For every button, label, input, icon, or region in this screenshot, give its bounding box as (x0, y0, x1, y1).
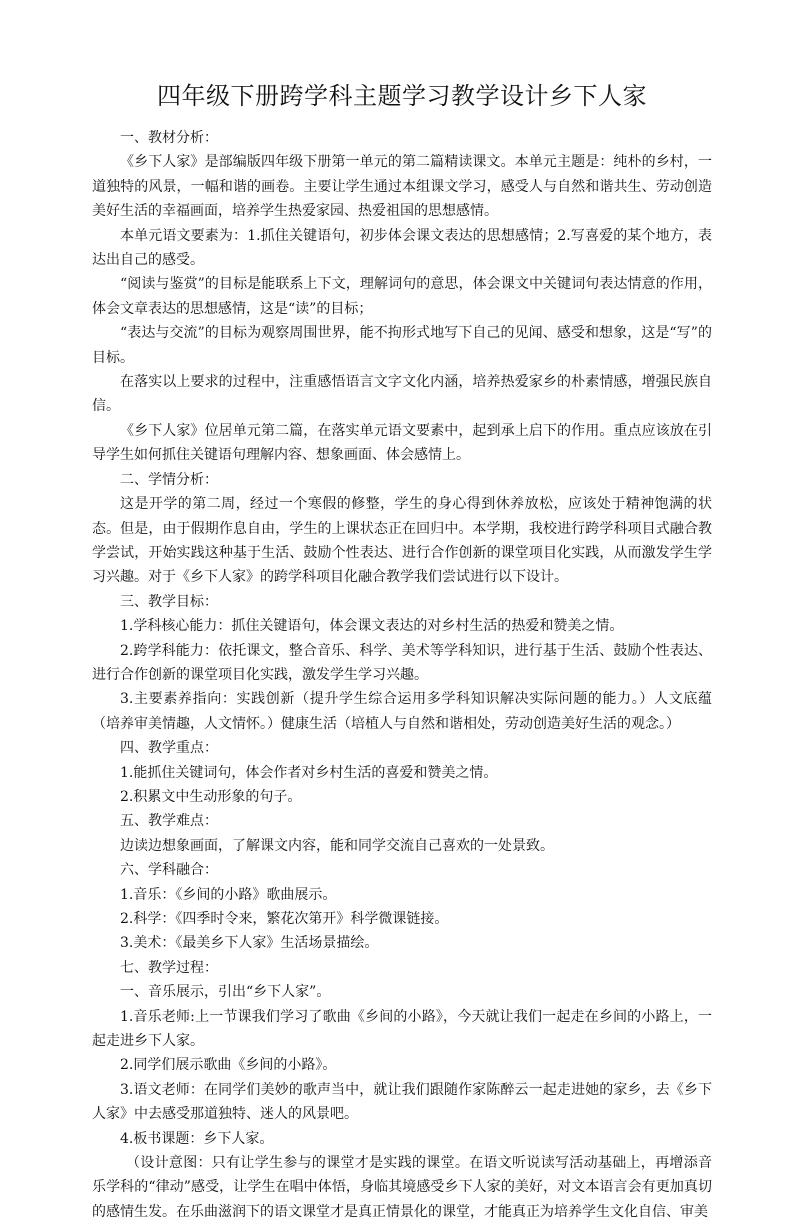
list-item: 1.能抓住关键词句，体会作者对乡村生活的喜爱和赞美之情。 (120, 764, 498, 781)
list-item: 3.主要素养指向：实践创新（提升学生综合运用多学科知识解决实际问题的能力。）人文底蕴（培养审美情趣，人文情怀。）健康生活（培植人与自然和谐相处，劳动创造美好生活的观念。） (92, 691, 712, 732)
subsection-heading: 一、音乐展示，引出“乡下人家”。 (120, 984, 331, 1001)
list-item: 1.音乐老师:上一节课我们学习了歌曲《乡间的小路》，今天就让我们一起走在乡间的小路上，一起走进乡下人家。 (92, 1008, 712, 1050)
section-heading-key-points: 四、教学重点： (120, 740, 218, 757)
section-heading-subject-integration: 六、学科融合： (120, 862, 218, 879)
list-item: 2.同学们展示歌曲《乡间的小路》。 (120, 1057, 337, 1074)
section-heading-material-analysis: 一、教材分析： (120, 130, 218, 146)
list-item: 2.跨学科能力：依托课文，整合音乐、科学、美术等学科知识，进行基于生活、鼓励个性表达、进行合作创新的课堂项目化实践，激发学生学习兴趣。 (92, 642, 712, 683)
body-paragraph: 《乡下人家》是部编版四年级下册第一单元的第二篇精读课文。本单元主题是：纯朴的乡村，一道独特的风景，一幅和谐的画卷。主要让学生通过本组课文学习，感受人与自然和谐共生、劳动创造美好生活的幸福画面，培养学生热爱家园、热爱祖国的思想感情。 (92, 154, 712, 220)
section-heading-difficulties: 五、教学难点： (120, 813, 218, 830)
list-item: 2.积累文中生动形象的句子。 (120, 788, 302, 805)
list-item: 1.音乐：《乡间的小路》歌曲展示。 (120, 886, 337, 903)
document-body (92, 126, 712, 1224)
body-paragraph: 本单元语文要素为：1.抓住关键语句，初步体会课文表达的思想感情；2.写喜爱的某个地方，表达出自己的感受。 (92, 227, 712, 269)
section-heading-teaching-goals: 三、教学目标： (120, 593, 218, 610)
section-heading-teaching-process: 七、教学过程： (120, 959, 218, 976)
list-item: 3.美术：《最美乡下人家》生活场景描绘。 (120, 935, 379, 952)
body-paragraph: “阅读与鉴赏”的目标是能联系上下文，理解词句的意思，体会课文中关键词句表达情意的作用，体会文章表达的思想感情，这是“读”的目标； (92, 276, 712, 317)
body-paragraph: 边读边想象画面，了解课文内容，能和同学交流自己喜欢的一处景致。 (120, 837, 554, 854)
list-item: 2.科学：《四季时令来，繁花次第开》科学微课链接。 (120, 911, 449, 927)
list-item: 4.板书课题：乡下人家。 (120, 1130, 274, 1147)
list-item: 3.语文老师：在同学们美妙的歌声当中，就让我们跟随作家陈醉云一起走进她的家乡，去《乡下人家》中去感受那道独特、迷人的风景吧。 (92, 1081, 712, 1123)
body-paragraph: 《乡下人家》位居单元第二篇，在落实单元语文要素中，起到承上启下的作用。重点应该放在引导学生如何抓住关键语句理解内容、想象画面、体会感情上。 (92, 422, 712, 464)
body-paragraph: 这是开学的第二周，经过一个寒假的修整，学生的身心得到休养放松，应该处于精神饱满的状态。但是，由于假期作息自由，学生的上课状态正在回归中。本学期，我校进行跨学科项目式融合教学尝试，开始实践这种基于生活、鼓励个性表达、进行合作创新的课堂项目化实践，从而激发学生学习兴趣。对于《乡下人家》的跨学科项目化融合教学我们尝试进行以下设计。 (92, 496, 712, 586)
document-title: 四年级下册跨学科主题学习教学设计乡下人家 (157, 82, 647, 110)
body-paragraph: “表达与交流”的目标为观察周围世界，能不拘形式地写下自己的见闻、感受和想象，这是“写”的目标。 (92, 325, 712, 366)
section-heading-learner-analysis: 二、学情分析： (120, 471, 218, 488)
list-item: 1.学科核心能力：抓住关键语句，体会课文表达的对乡村生活的热爱和赞美之情。 (120, 618, 624, 635)
design-intent-paragraph: （设计意图：只有让学生参与的课堂才是实践的课堂。在语文听说读写活动基础上，再增添音乐学科的“律动”感受，让学生在唱中体悟，身临其境感受乡下人家的美好，对文本语言会有更加真切的感情生发。在乐曲滋润下的语文课堂才是真正情景化的课堂，才能真正为培养学生文化自信、审美 (92, 1155, 712, 1220)
body-paragraph: 在落实以上要求的过程中，注重感悟语言文字文化内涵，培养热爱家乡的朴素情感，增强民族自信。 (92, 374, 712, 415)
